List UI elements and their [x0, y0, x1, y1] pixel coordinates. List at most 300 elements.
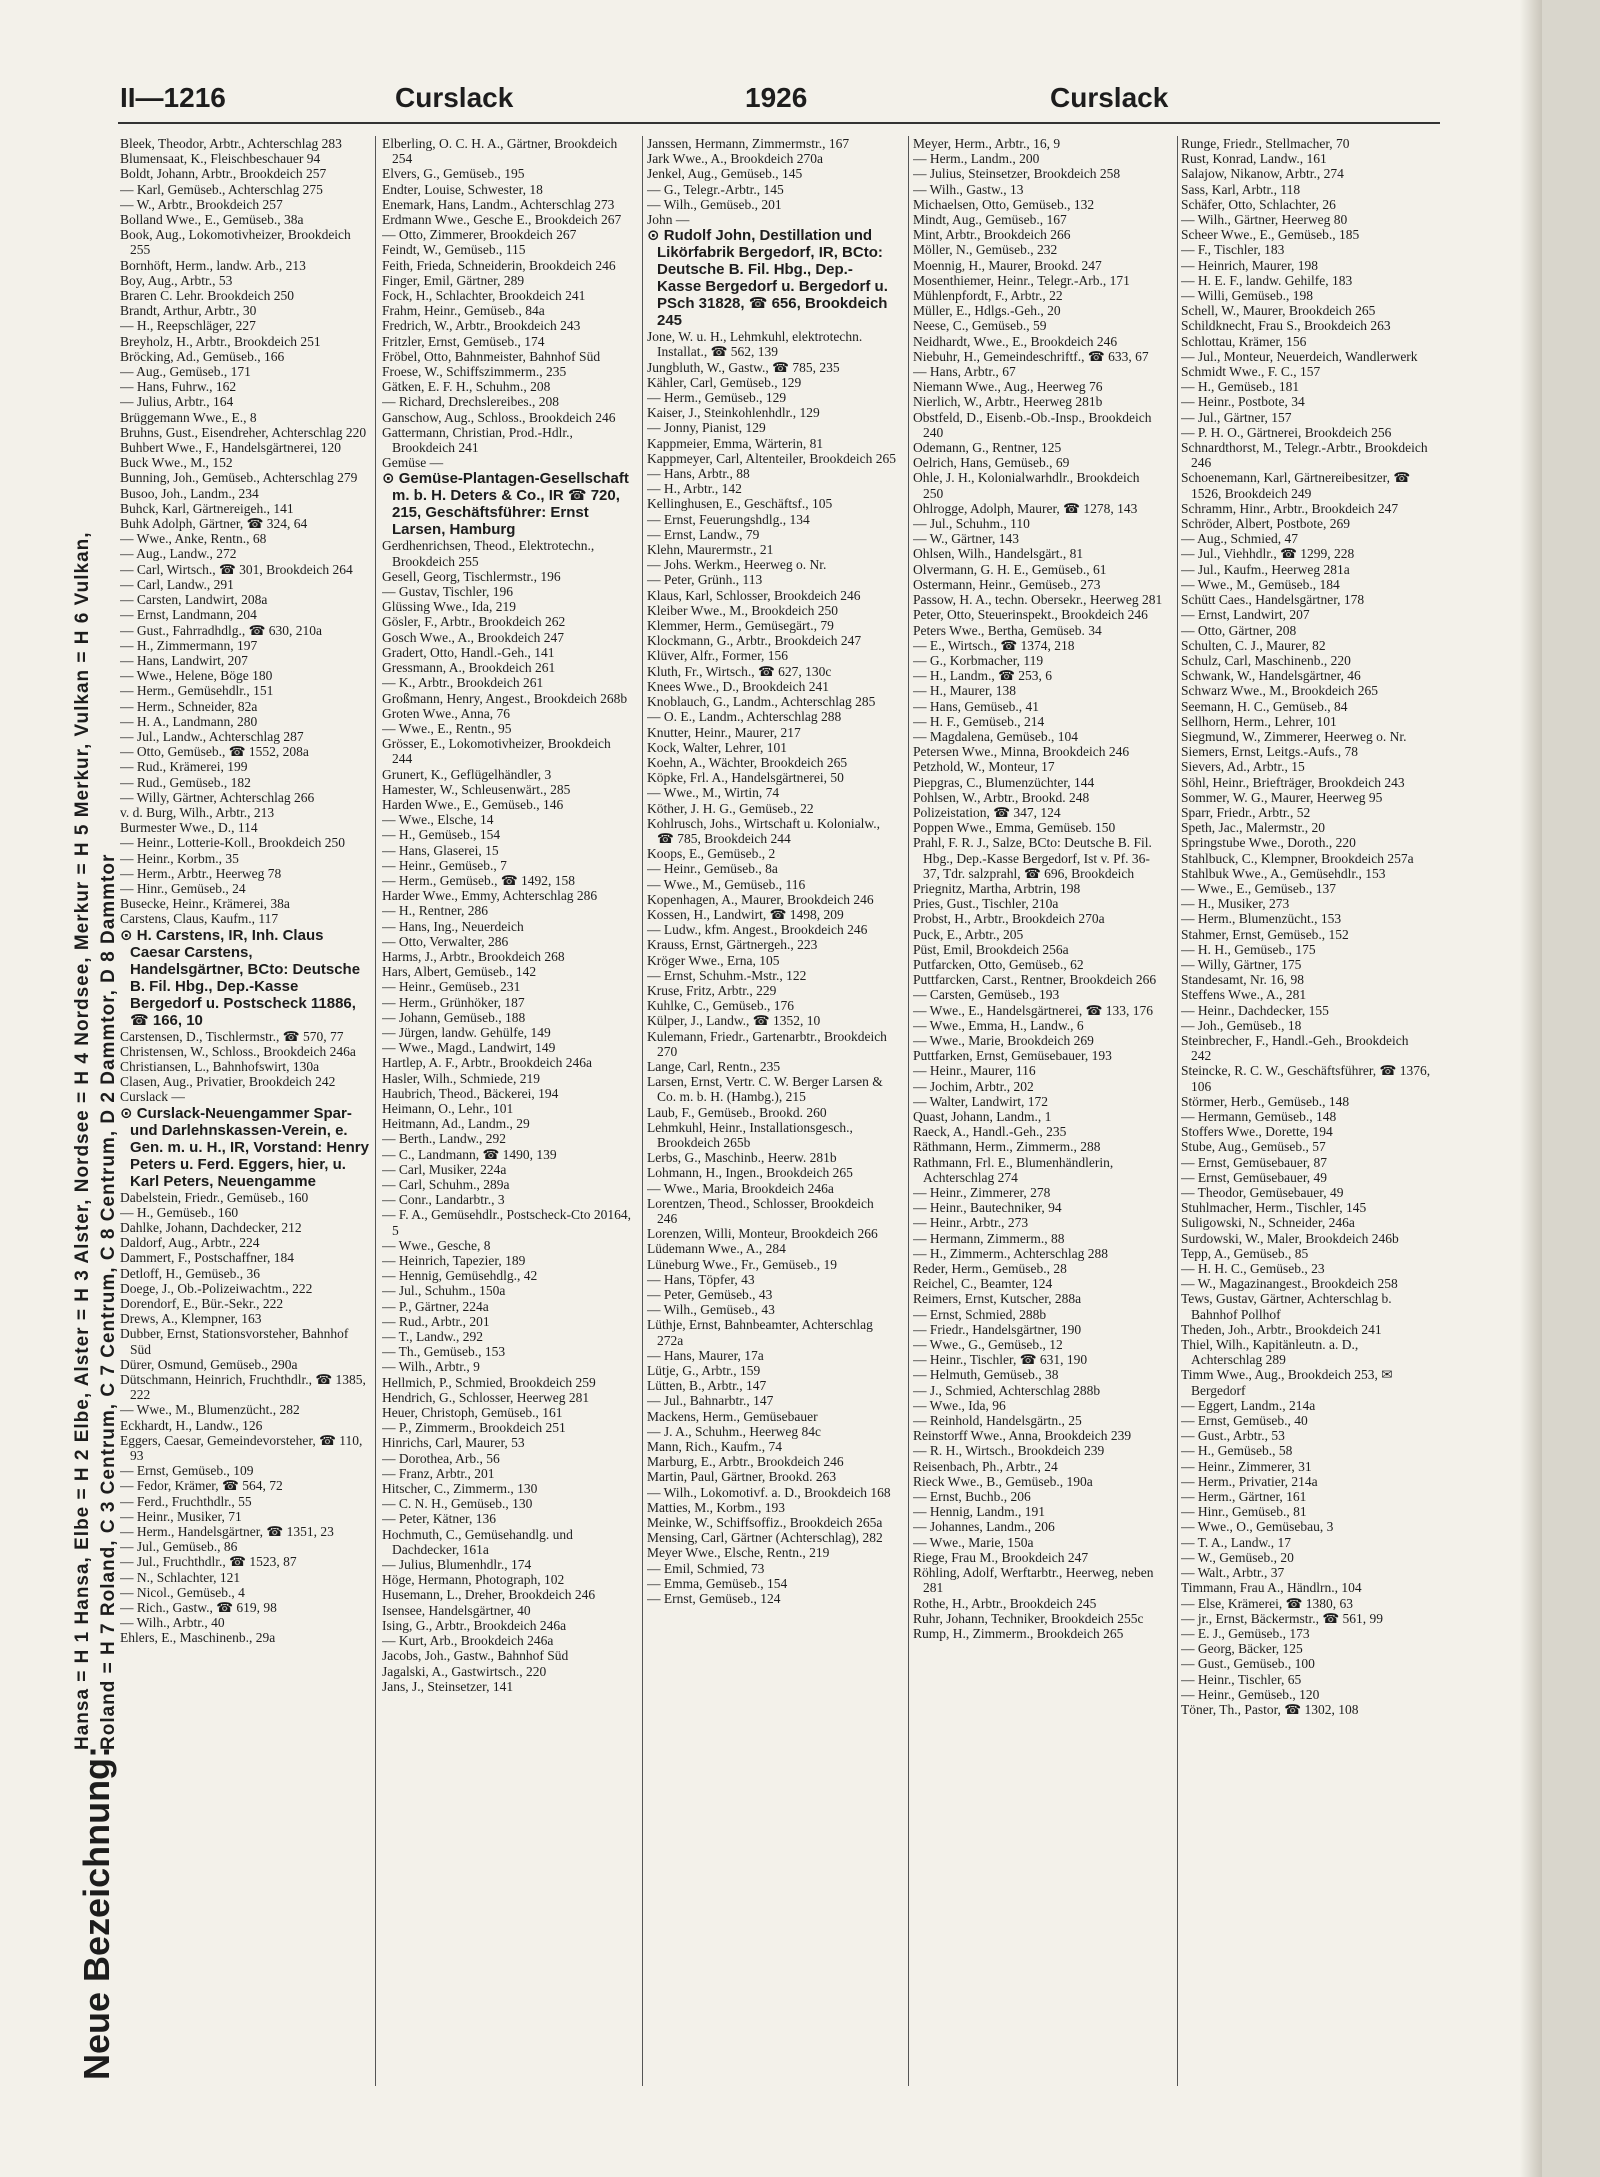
- directory-entry: Bunning, Joh., Gemüseb., Achterschlag 279: [120, 470, 358, 486]
- directory-entry: Kröger Wwe., Erna, 105: [647, 952, 780, 968]
- directory-entry: Stahlbuk Wwe., A., Gemüsehdlr., 153: [1181, 865, 1386, 881]
- directory-entry: Hendrich, G., Schlosser, Heerweg 281: [382, 1389, 590, 1405]
- directory-entry: Haubrich, Theod., Bäckerei, 194: [382, 1085, 559, 1101]
- directory-entry: Buhbert Wwe., F., Handelsgärtnerei, 120: [120, 440, 341, 456]
- directory-entry: — Johann, Gemüseb., 188: [382, 1009, 526, 1025]
- directory-entry: Book, Aug., Lokomotivheizer, Brookdeich 255: [120, 227, 351, 258]
- advertisement-entry: ⊙ Gemüse-Plantagen-Gesellschaft m. b. H. Deters & Co., IR ☎ 720, 215, Geschäftsführer: Ernst Larsen, Hamburg: [382, 470, 629, 539]
- directory-entry: Stuhlmacher, Herm., Tischler, 145: [1181, 1200, 1367, 1216]
- directory-entry: — Ernst, Gemüsebauer, 49: [1181, 1169, 1328, 1185]
- directory-entry: Gattermann, Christian, Prod.-Hdlr., Brookdeich 241: [382, 424, 573, 456]
- directory-entry: Koehn, A., Wächter, Brookdeich 265: [647, 754, 848, 770]
- directory-entry: Stahlbuck, C., Klempner, Brookdeich 257a: [1181, 850, 1414, 866]
- directory-entry: — Wwe., G., Gemüseb., 12: [913, 1337, 1063, 1353]
- directory-entry: — Ernst, Gemüsebauer, 87: [1181, 1154, 1328, 1170]
- directory-entry: Mann, Rich., Kaufm., 74: [647, 1439, 782, 1455]
- directory-entry: Breyholz, H., Arbtr., Brookdeich 251: [120, 333, 321, 349]
- directory-entry: Neidhardt, Wwe., E., Brookdeich 246: [913, 333, 1118, 349]
- directory-entry: — Otto, Verwalter, 286: [382, 933, 509, 949]
- directory-entry: Kappmeyer, Carl, Altenteiler, Brookdeich 265: [647, 450, 896, 466]
- directory-entry: Harder Wwe., Emmy, Achterschlag 286: [382, 888, 598, 904]
- column-5: [1181, 136, 1431, 2086]
- directory-entry: — Hans, Glaserei, 15: [382, 842, 499, 858]
- directory-entry: — Jul., Gärtner, 157: [1181, 409, 1292, 425]
- directory-entry: — H., Reepschläger, 227: [120, 318, 256, 334]
- directory-entry: — Hennig, Landm., 191: [913, 1504, 1045, 1520]
- directory-entry: Buhk Adolph, Gärtner, ☎ 324, 64: [120, 516, 308, 532]
- directory-entry: Nierlich, W., Arbtr., Heerweg 281b: [913, 394, 1103, 410]
- directory-entry: — Carl, Musiker, 224a: [382, 1161, 507, 1177]
- directory-entry: Püst, Emil, Brookdeich 256a: [913, 941, 1069, 957]
- directory-entry: Rump, H., Zimmerm., Brookdeich 265: [913, 1625, 1124, 1641]
- directory-entry: Fredrich, W., Arbtr., Brookdeich 243: [382, 318, 581, 334]
- directory-entry: — H. A., Landmann, 280: [120, 713, 258, 729]
- directory-entry: Schulten, C. J., Maurer, 82: [1181, 637, 1326, 653]
- directory-entry: Martin, Paul, Gärtner, Brookd. 263: [647, 1469, 837, 1485]
- directory-entry: — Jul., Gemüseb., 86: [120, 1539, 238, 1555]
- directory-entry: Schlottau, Krämer, 156: [1181, 333, 1307, 349]
- directory-entry: John —: [647, 212, 690, 228]
- directory-entry: Siemers, Ernst, Leitgs.-Aufs., 78: [1181, 744, 1358, 760]
- directory-entry: — W., Arbtr., Brookdeich 257: [120, 196, 283, 212]
- directory-entry: Froese, W., Schiffszimmerm., 235: [382, 364, 567, 380]
- directory-entry: — Wwe., Elsche, 14: [382, 812, 494, 828]
- directory-entry: Jenkel, Aug., Gemüseb., 145: [647, 166, 803, 182]
- directory-entry: Bornhöft, Herm., landw. Arb., 213: [120, 257, 306, 273]
- directory-entry: — Peter, Kätner, 136: [382, 1511, 497, 1527]
- directory-entry: Klaus, Karl, Schlosser, Brookdeich 246: [647, 587, 861, 603]
- directory-entry: Stoffers Wwe., Dorette, 194: [1181, 1124, 1333, 1140]
- directory-entry: — Ernst, Landmann, 204: [120, 607, 257, 623]
- directory-entry: — H., Gemüseb., 58: [1181, 1443, 1293, 1459]
- directory-entry: — Hennig, Gemüsehdlg., 42: [382, 1268, 538, 1284]
- directory-entry: — H., Zimmermann, 197: [120, 637, 258, 653]
- directory-entry: — Heinr., Korbm., 35: [120, 850, 239, 866]
- directory-entry: — Willy, Gärtner, Achterschlag 266: [120, 789, 315, 805]
- directory-entry: — P., Zimmerm., Brookdeich 251: [382, 1420, 566, 1436]
- page-edge-shadow: [1520, 0, 1542, 2177]
- directory-entry: — Jul., Bahnarbtr., 147: [647, 1393, 774, 1409]
- directory-entry: Meyer Wwe., Elsche, Rentn., 219: [647, 1545, 830, 1561]
- directory-entry: Hellmich, P., Schmied, Brookdeich 259: [382, 1374, 596, 1390]
- directory-entry: — Ernst, Gemüseb., 40: [1181, 1413, 1308, 1429]
- directory-entry: — Herm., Gärtner, 161: [1181, 1489, 1307, 1505]
- directory-entry: — Carsten, Gemüseb., 193: [913, 987, 1060, 1003]
- directory-entry: Carstens, Claus, Kaufm., 117: [120, 911, 279, 927]
- directory-entry: — Carl, Landw., 291: [120, 576, 234, 592]
- directory-entry: Jans, J., Steinsetzer, 141: [382, 1678, 514, 1694]
- directory-entry: — Heinr., Tischler, ☎ 631, 190: [913, 1352, 1088, 1368]
- directory-entry: Buck Wwe., M., 152: [120, 455, 233, 471]
- directory-entry: Kohlrusch, Johs., Wirtschaft u. Kolonialw., ☎ 785, Brookdeich 244: [647, 815, 881, 846]
- directory-entry: — G., Korbmacher, 119: [913, 652, 1044, 668]
- directory-entry: Schäfer, Otto, Schlachter, 26: [1181, 196, 1336, 212]
- directory-entry: — W., Magazinangest., Brookdeich 258: [1181, 1276, 1398, 1292]
- directory-entry: — K., Arbtr., Brookdeich 261: [382, 675, 544, 691]
- directory-entry: — Wwe., M., Gemüseb., 184: [1181, 576, 1340, 592]
- directory-entry: Laub, F., Gemüseb., Brookd. 260: [647, 1104, 827, 1120]
- directory-entry: Lüneburg Wwe., Fr., Gemüseb., 19: [647, 1256, 837, 1272]
- directory-entry: — Carl, Schuhm., 289a: [382, 1177, 510, 1192]
- directory-entry: Mint, Arbtr., Brookdeich 266: [913, 227, 1071, 243]
- directory-entry: — Herm., Landm., 200: [913, 151, 1040, 167]
- directory-entry: Gosch Wwe., A., Brookdeich 247: [382, 629, 564, 645]
- directory-entry: Klemmer, Herm., Gemüsegärt., 79: [647, 618, 834, 634]
- directory-entry: — jr., Ernst, Bäckermstr., ☎ 561, 99: [1181, 1610, 1384, 1626]
- directory-entry: Dabelstein, Friedr., Gemüseb., 160: [120, 1189, 309, 1205]
- directory-entry: Lange, Carl, Rentn., 235: [647, 1058, 781, 1074]
- directory-entry: — Julius, Steinsetzer, Brookdeich 258: [913, 166, 1121, 182]
- directory-entry: Harms, J., Arbtr., Brookdeich 268: [382, 948, 565, 964]
- directory-entry: Moennig, H., Maurer, Brookd. 247: [913, 257, 1102, 273]
- directory-entry: — H. E. F., landw. Gehilfe, 183: [1181, 272, 1353, 288]
- directory-entry: Kähler, Carl, Gemüseb., 129: [647, 374, 802, 390]
- directory-entry: Poppen Wwe., Emma, Gemüseb. 150: [913, 820, 1116, 836]
- directory-entry: — Helmuth, Gemüseb., 38: [913, 1367, 1059, 1383]
- directory-entry: Grunert, K., Geflügelhändler, 3: [382, 766, 552, 782]
- directory-entry: Reichel, C., Beamter, 124: [913, 1276, 1053, 1292]
- directory-entry: Hasler, Wilh., Schmiede, 219: [382, 1070, 541, 1086]
- directory-entry: — Julius, Blumenhdlr., 174: [382, 1557, 532, 1573]
- directory-entry: — Jul., Schuhm., 110: [913, 516, 1030, 532]
- directory-entry: Klockmann, G., Arbtr., Brookdeich 247: [647, 633, 862, 649]
- directory-entry: — Herm., Privatier, 214a: [1181, 1473, 1318, 1489]
- directory-entry: — W., Gärtner, 143: [913, 531, 1019, 547]
- directory-entry: — Theodor, Gemüsebauer, 49: [1181, 1185, 1344, 1201]
- directory-entry: — Rich., Gastw., ☎ 619, 98: [120, 1600, 277, 1616]
- directory-entry: Detloff, H., Gemüseb., 36: [120, 1265, 260, 1281]
- directory-entry: Sass, Karl, Arbtr., 118: [1181, 181, 1301, 197]
- directory-entry: Kleiber Wwe., M., Brookdeich 250: [647, 602, 838, 618]
- directory-entry: — H., Gemüseb., 160: [120, 1204, 239, 1220]
- directory-entry: — E., Wirtsch., ☎ 1374, 218: [913, 637, 1075, 653]
- directory-entry: Christensen, W., Schloss., Brookdeich 246a: [120, 1043, 356, 1059]
- directory-entry: Janssen, Hermann, Zimmermstr., 167: [647, 136, 850, 151]
- directory-entry: — J. A., Schuhm., Heerweg 84c: [647, 1423, 821, 1439]
- directory-entry: — Jul., Kaufm., Heerweg 281a: [1181, 561, 1350, 577]
- directory-entry: Puck, E., Arbtr., 205: [913, 926, 1024, 942]
- page-header: [120, 82, 1440, 116]
- directory-entry: Passow, H. A., techn. Obersekr., Heerweg 281: [913, 592, 1163, 608]
- directory-entry: Jagalski, A., Gastwirtsch., 220: [382, 1663, 547, 1679]
- directory-entry: Fock, H., Schlachter, Brookdeich 241: [382, 288, 586, 304]
- directory-entry: Standesamt, Nr. 16, 98: [1181, 972, 1304, 988]
- directory-entry: Busecke, Heinr., Krämerei, 38a: [120, 896, 290, 912]
- directory-entry: — Ernst, Schuhm.-Mstr., 122: [647, 967, 807, 983]
- directory-entry: — Heinr., Maurer, 116: [913, 1063, 1036, 1079]
- directory-entry: Jark Wwe., A., Brookdeich 270a: [647, 151, 823, 167]
- directory-entry: Grösser, E., Lokomotivheizer, Brookdeich 244: [382, 736, 611, 767]
- directory-entry: Husemann, L., Dreher, Brookdeich 246: [382, 1587, 596, 1603]
- directory-entry: — Wwe., Anke, Rentn., 68: [120, 531, 267, 547]
- directory-entry: — Heinr., Lotterie-Koll., Brookdeich 250: [120, 835, 345, 851]
- directory-entry: Knutter, Heinr., Maurer, 217: [647, 724, 801, 740]
- directory-entry: Höge, Hermann, Photograph, 102: [382, 1572, 565, 1588]
- directory-entry: — R. H., Wirtsch., Brookdeich 239: [913, 1443, 1105, 1459]
- advertisement-entry: ⊙ H. Carstens, IR, Inh. Claus Caesar Carstens, Handelsgärtner, BCto: Deutsche B. Fil. Hbg., Dep.-Kasse Bergedorf u. Postscheck 11886, ☎ 166, 10: [120, 926, 361, 1029]
- directory-entry: Bröcking, Ad., Gemüseb., 166: [120, 348, 285, 364]
- directory-entry: Röhling, Adolf, Werftarbtr., Heerweg, neben 281: [913, 1565, 1154, 1596]
- directory-entry: Theden, Joh., Arbtr., Brookdeich 241: [1181, 1321, 1382, 1337]
- directory-entry: — Aug., Schmied, 47: [1181, 531, 1298, 547]
- directory-entry: Michaelsen, Otto, Gemüseb., 132: [913, 196, 1095, 212]
- directory-entry: Prahl, F. R. J., Salze, BCto: Deutsche B. Fil. Hbg., Dep.-Kasse Bergedorf, Ist v. Pf. 36-37, Tdr. salzprahl, ☎ 696, Brookdeich: [913, 835, 1152, 881]
- directory-entry: Busoo, Joh., Landm., 234: [120, 485, 259, 501]
- directory-entry: — Fedor, Krämer, ☎ 564, 72: [120, 1478, 283, 1494]
- directory-entry: — Ernst, Buchb., 206: [913, 1489, 1031, 1505]
- directory-entry: — Jul., Viehhdlr., ☎ 1299, 228: [1181, 546, 1355, 562]
- header-right-title: Curslack: [1050, 82, 1169, 113]
- directory-entry: — Heinr., Gemüseb., 8a: [647, 861, 778, 877]
- directory-entry: — Heinr., Gemüseb., 120: [1181, 1686, 1320, 1702]
- directory-entry: — Wwe., E., Rentn., 95: [382, 720, 512, 736]
- directory-entry: — Wwe., E., Handelsgärtnerei, ☎ 133, 176: [913, 1002, 1154, 1018]
- directory-entry: Brandt, Arthur, Arbtr., 30: [120, 303, 257, 319]
- directory-entry: — Hermann, Gemüseb., 148: [1181, 1109, 1337, 1124]
- directory-entry: — Herm., Schneider, 82a: [120, 698, 258, 714]
- directory-entry: Lorentzen, Theod., Schlosser, Brookdeich 246: [647, 1195, 874, 1226]
- directory-entry: Ruhr, Johann, Techniker, Brookdeich 255c: [913, 1610, 1144, 1626]
- directory-entry: — Th., Gemüseb., 153: [382, 1344, 506, 1360]
- directory-entry: — Wwe., O., Gemüsebau, 3: [1181, 1519, 1334, 1535]
- directory-entry: — Aug., Landw., 272: [120, 546, 237, 562]
- directory-entry: Sievers, Ad., Arbtr., 15: [1181, 759, 1305, 775]
- directory-entry: — Heinr., Gemüseb., 7: [382, 857, 507, 873]
- directory-entry: Schröder, Albert, Postbote, 269: [1181, 516, 1350, 532]
- directory-entry: Schütt Caes., Handelsgärtner, 178: [1181, 592, 1365, 608]
- directory-entry: Störmer, Herb., Gemüseb., 148: [1181, 1093, 1350, 1109]
- directory-entry: — Heinr., Postbote, 34: [1181, 394, 1305, 410]
- directory-entry: — Gustav, Tischler, 196: [382, 584, 513, 600]
- column-divider: [1177, 136, 1178, 2086]
- directory-entry: — Wwe., Marie, 150a: [913, 1534, 1034, 1550]
- directory-entry: Dorendorf, E., Bür.-Sekr., 222: [120, 1296, 284, 1311]
- directory-entry: Lüthje, Ernst, Bahnbeamter, Achterschlag 272a: [647, 1317, 873, 1348]
- directory-entry: — H., Zimmerm., Achterschlag 288: [913, 1245, 1108, 1261]
- directory-entry: — Franz, Arbtr., 201: [382, 1465, 495, 1481]
- directory-entry: Bolland Wwe., E., Gemüseb., 38a: [120, 212, 304, 228]
- directory-entry: Puttfarken, Ernst, Gemüsebauer, 193: [913, 1048, 1112, 1064]
- directory-entry: — Wilh., Gastw., 13: [913, 181, 1024, 197]
- directory-entry: — Emma, Gemüseb., 154: [647, 1575, 788, 1591]
- directory-entry: — Reinhold, Handelsgärtn., 25: [913, 1413, 1082, 1429]
- directory-entry: Meyer, Herm., Arbtr., 16, 9: [913, 136, 1061, 151]
- directory-entry: — Rud., Arbtr., 201: [382, 1313, 490, 1329]
- directory-entry: Petzhold, W., Monteur, 17: [913, 759, 1055, 775]
- directory-entry: Salajow, Nikanow, Arbtr., 274: [1181, 166, 1344, 182]
- directory-entry: Bleek, Theodor, Arbtr., Achterschlag 283: [120, 136, 342, 151]
- directory-entry: Knoblauch, G., Landm., Achterschlag 285: [647, 694, 876, 710]
- directory-entry: Gradert, Otto, Handl.-Geh., 141: [382, 644, 555, 660]
- directory-entry: Peter, Otto, Steuerinspekt., Brookdeich 246: [913, 607, 1148, 623]
- directory-entry: — Jul., Landw., Achterschlag 287: [120, 728, 304, 744]
- directory-entry: — Wwe., Helene, Böge 180: [120, 668, 273, 684]
- directory-entry: Kruse, Fritz, Arbtr., 229: [647, 982, 777, 998]
- directory-entry: Lorenzen, Willi, Monteur, Brookdeich 266: [647, 1226, 878, 1242]
- directory-entry: — Ernst, Schmied, 288b: [913, 1306, 1047, 1322]
- directory-entry: — H. H., Gemüseb., 175: [1181, 941, 1316, 957]
- directory-entry: — Heinrich, Tapezier, 189: [382, 1253, 526, 1269]
- directory-entry: — Jul., Schuhm., 150a: [382, 1283, 506, 1299]
- directory-entry: — Wwe., E., Gemüseb., 137: [1181, 880, 1336, 896]
- directory-entry: Heitmann, Ad., Landm., 29: [382, 1116, 530, 1132]
- directory-entry: — Heinrich, Maurer, 198: [1181, 257, 1319, 273]
- directory-entry: Kock, Walter, Lehrer, 101: [647, 739, 788, 755]
- directory-entry: Matties, M., Korbm., 193: [647, 1499, 785, 1515]
- directory-entry: Jungbluth, W., Gastw., ☎ 785, 235: [647, 359, 840, 375]
- directory-entry: Schnardthorst, M., Telegr.-Arbtr., Brookdeich 246: [1181, 440, 1428, 471]
- directory-entry: Bruhns, Gust., Eisendreher, Achterschlag 220: [120, 424, 367, 440]
- directory-entry: Kappmeier, Emma, Wärterin, 81: [647, 435, 824, 451]
- column-4: [913, 136, 1163, 2086]
- directory-entry: Priegnitz, Martha, Arbtrin, 198: [913, 880, 1081, 896]
- directory-entry: — J., Schmied, Achterschlag 288b: [913, 1382, 1101, 1398]
- directory-entry: Dahlke, Johann, Dachdecker, 212: [120, 1219, 302, 1235]
- directory-entry: Schildknecht, Frau S., Brookdeich 263: [1181, 318, 1391, 334]
- directory-entry: Isensee, Handelsgärtner, 40: [382, 1602, 531, 1618]
- directory-entry: — Hinr., Gemüseb., 24: [120, 880, 246, 896]
- directory-entry: Elvers, G., Gemüseb., 195: [382, 166, 525, 182]
- directory-entry: Clasen, Aug., Privatier, Brookdeich 242: [120, 1074, 336, 1090]
- directory-entry: Timm Wwe., Aug., Brookdeich 253, ✉ Bergedorf: [1181, 1367, 1393, 1398]
- directory-entry: — Eggert, Landm., 214a: [1181, 1397, 1316, 1413]
- directory-entry: — H., Landm., ☎ 253, 6: [913, 668, 1053, 684]
- columns: [120, 136, 1442, 2086]
- directory-entry: — W., Gemüseb., 20: [1181, 1549, 1294, 1565]
- directory-entry: Piepgras, C., Blumenzüchter, 144: [913, 774, 1095, 790]
- directory-entry: — Herm., Blumenzücht., 153: [1181, 911, 1342, 927]
- directory-entry: Mosenthiemer, Heinr., Telegr.-Arb., 171: [913, 272, 1130, 288]
- directory-entry: Enemark, Hans, Landm., Achterschlag 273: [382, 196, 615, 212]
- directory-entry: Jacobs, Joh., Gastw., Bahnhof Süd: [382, 1648, 569, 1664]
- directory-entry: — C., Landmann, ☎ 1490, 139: [382, 1146, 557, 1162]
- directory-entry: Müller, E., Hdlgs.-Geh., 20: [913, 303, 1061, 319]
- directory-entry: — Jul., Monteur, Neuerdeich, Wandlerwerk: [1181, 348, 1418, 364]
- advertisement-entry: ⊙ Rudolf John, Destillation und Likörfabrik Bergedorf, IR, BCto: Deutsche B. Fil. Hbg., Dep.-Kasse Bergedorf u. Bergedorf u. PSch 31828, ☎ 656, Brookdeich 245: [647, 227, 888, 330]
- directory-entry: — Gust., Arbtr., 53: [1181, 1428, 1285, 1444]
- directory-entry: Söhl, Heinr., Briefträger, Brookdeich 243: [1181, 774, 1405, 790]
- directory-entry: Quast, Johann, Landm., 1: [913, 1109, 1052, 1124]
- directory-entry: — Carl, Wirtsch., ☎ 301, Brookdeich 264: [120, 561, 353, 577]
- directory-entry: — Friedr., Handelsgärtner, 190: [913, 1321, 1082, 1337]
- directory-entry: Ehlers, E., Maschinenb., 29a: [120, 1630, 276, 1646]
- directory-entry: — Jürgen, landw. Gehülfe, 149: [382, 1024, 551, 1040]
- header-year: 1926: [745, 82, 808, 113]
- directory-entry: Pries, Gust., Tischler, 210a: [913, 896, 1059, 912]
- directory-entry: — Hans, Maurer, 17a: [647, 1347, 764, 1363]
- directory-entry: Daldorf, Aug., Arbtr., 224: [120, 1235, 260, 1251]
- directory-entry: Knees Wwe., D., Brookdeich 241: [647, 678, 829, 694]
- directory-entry: — Johannes, Landm., 206: [913, 1519, 1055, 1535]
- directory-entry: Doege, J., Ob.-Polizeiwachtm., 222: [120, 1280, 313, 1296]
- directory-entry: Eckhardt, H., Landw., 126: [120, 1417, 263, 1433]
- directory-entry: — Aug., Gemüseb., 171: [120, 364, 251, 380]
- directory-entry: Schell, W., Maurer, Brookdeich 265: [1181, 303, 1376, 319]
- directory-entry: Olvermann, G. H. E., Gemüseb., 61: [913, 561, 1107, 577]
- directory-entry: — Ernst, Feuerungshdlg., 134: [647, 511, 810, 527]
- directory-entry: v. d. Burg, Wilh., Arbtr., 213: [120, 804, 275, 820]
- directory-entry: — Wwe., M., Gemüseb., 116: [647, 876, 806, 892]
- header-left-title: Curslack: [395, 82, 514, 113]
- directory-entry: Külper, J., Landw., ☎ 1352, 10: [647, 1013, 821, 1029]
- directory-entry: — Wwe., Marie, Brookdeich 269: [913, 1032, 1094, 1048]
- directory-entry: — Wwe., Emma, H., Landw., 6: [913, 1017, 1084, 1033]
- directory-entry: Rust, Konrad, Landw., 161: [1181, 151, 1327, 167]
- directory-entry: Fröbel, Otto, Bahnmeister, Bahnhof Süd: [382, 348, 601, 364]
- directory-entry: Ostermann, Heinr., Gemüseb., 273: [913, 576, 1101, 592]
- directory-entry: Speth, Jac., Malermstr., 20: [1181, 820, 1325, 836]
- directory-entry: Thiel, Wilh., Kapitänleutn. a. D., Achterschlag 289: [1181, 1337, 1359, 1368]
- directory-entry: — H. F., Gemüseb., 214: [913, 713, 1045, 729]
- directory-entry: Hitscher, C., Zimmerm., 130: [382, 1481, 538, 1497]
- directory-entry: — Ernst, Gemüseb., 109: [120, 1463, 254, 1479]
- directory-entry: — P. H. O., Gärtnerei, Brookdeich 256: [1181, 424, 1392, 440]
- directory-entry: — F., Tischler, 183: [1181, 242, 1285, 258]
- directory-entry: Großmann, Henry, Angest., Brookdeich 268b: [382, 690, 628, 706]
- directory-entry: — Kurt, Arb., Brookdeich 246a: [382, 1633, 554, 1649]
- directory-entry: — Heinr., Dachdecker, 155: [1181, 1002, 1329, 1018]
- directory-entry: Mensing, Carl, Gärtner (Achterschlag), 282: [647, 1530, 883, 1546]
- directory-entry: — Wwe., M., Wirtin, 74: [647, 785, 780, 801]
- directory-entry: Hinrichs, Carl, Maurer, 53: [382, 1435, 525, 1451]
- directory-entry: Scheer Wwe., E., Gemüseb., 185: [1181, 227, 1360, 243]
- directory-entry: Sellhorn, Herm., Lehrer, 101: [1181, 713, 1337, 729]
- directory-entry: Niebuhr, H., Gemeindeschriftf., ☎ 633, 67: [913, 348, 1149, 364]
- directory-entry: Feith, Frieda, Schneiderin, Brookdeich 246: [382, 257, 616, 273]
- directory-entry: Schulz, Carl, Maschinenb., 220: [1181, 652, 1351, 668]
- directory-entry: Ohle, J. H., Kolonialwarhdlr., Brookdeich 250: [913, 470, 1140, 501]
- directory-entry: Klehn, Maurermstr., 21: [647, 542, 774, 558]
- directory-entry: Endter, Louise, Schwester, 18: [382, 181, 543, 197]
- directory-entry: — H., Maurer, 138: [913, 683, 1016, 699]
- directory-entry: Kuhlke, C., Gemüseb., 176: [647, 998, 794, 1014]
- directory-entry: — Nicol., Gemüseb., 4: [120, 1584, 245, 1600]
- directory-entry: Meinke, W., Schiffsoffiz., Brookdeich 265a: [647, 1515, 883, 1531]
- directory-entry: — Hermann, Zimmerm., 88: [913, 1230, 1065, 1246]
- directory-entry: — Wwe., M., Blumenzücht., 282: [120, 1402, 300, 1418]
- directory-entry: Springstube Wwe., Doroth., 220: [1181, 835, 1356, 851]
- directory-entry: Sparr, Friedr., Arbtr., 52: [1181, 804, 1311, 820]
- directory-entry: Gressmann, A., Brookdeich 261: [382, 660, 556, 676]
- directory-entry: Seemann, H. C., Gemüseb., 84: [1181, 698, 1348, 714]
- directory-entry: Kellinghusen, E., Geschäftsf., 105: [647, 496, 833, 512]
- directory-entry: — Hans, Landwirt, 207: [120, 652, 248, 668]
- directory-entry: — Conr., Landarbtr., 3: [382, 1192, 505, 1208]
- directory-entry: — Wwe., Maria, Brookdeich 246a: [647, 1180, 834, 1196]
- directory-entry: Töner, Th., Pastor, ☎ 1302, 108: [1181, 1701, 1359, 1717]
- directory-entry: Fritzler, Ernst, Gemüseb., 174: [382, 333, 545, 349]
- directory-entry: — Heinr., Bautechniker, 94: [913, 1200, 1062, 1216]
- directory-entry: Curslack —: [120, 1089, 185, 1105]
- directory-entry: Reimers, Ernst, Kutscher, 288a: [913, 1291, 1082, 1307]
- directory-entry: Harden Wwe., E., Gemüseb., 146: [382, 796, 564, 812]
- advertisement-entry: ⊙ Curslack-Neuengammer Spar- und Darlehnskassen-Verein, e. Gen. m. u. H., IR, Vorstand: Henry Peters u. Ferd. Eggers, hier, u. Karl Peters, Neuengamme: [120, 1104, 369, 1190]
- directory-entry: Lütten, B., Arbtr., 147: [647, 1378, 767, 1394]
- directory-entry: Gemüse —: [382, 455, 444, 471]
- directory-entry: — Ludw., kfm. Angest., Brookdeich 246: [647, 922, 868, 938]
- directory-entry: Heuer, Christoph, Gemüseb., 161: [382, 1405, 563, 1421]
- directory-entry: Steinbrecher, F., Handl.-Geh., Brookdeich 242: [1181, 1032, 1409, 1064]
- directory-entry: — Willy, Gärtner, 175: [1181, 956, 1302, 972]
- directory-entry: Puttfarcken, Carst., Rentner, Brookdeich 266: [913, 972, 1157, 988]
- directory-entry: Eggers, Caesar, Gemeindevorsteher, ☎ 110, 93: [120, 1432, 363, 1464]
- directory-entry: — Jul., Fruchthdlr., ☎ 1523, 87: [120, 1554, 297, 1570]
- directory-entry: Lerbs, G., Maschinb., Heerw. 281b: [647, 1150, 837, 1166]
- directory-entry: Elberling, O. C. H. A., Gärtner, Brookdeich 254: [382, 136, 618, 167]
- directory-entry: Krauss, Ernst, Gärtnergeh., 223: [647, 937, 818, 953]
- directory-entry: — H. H. C., Gemüseb., 23: [1181, 1261, 1325, 1277]
- directory-entry: — C. N. H., Gemüseb., 130: [382, 1496, 533, 1512]
